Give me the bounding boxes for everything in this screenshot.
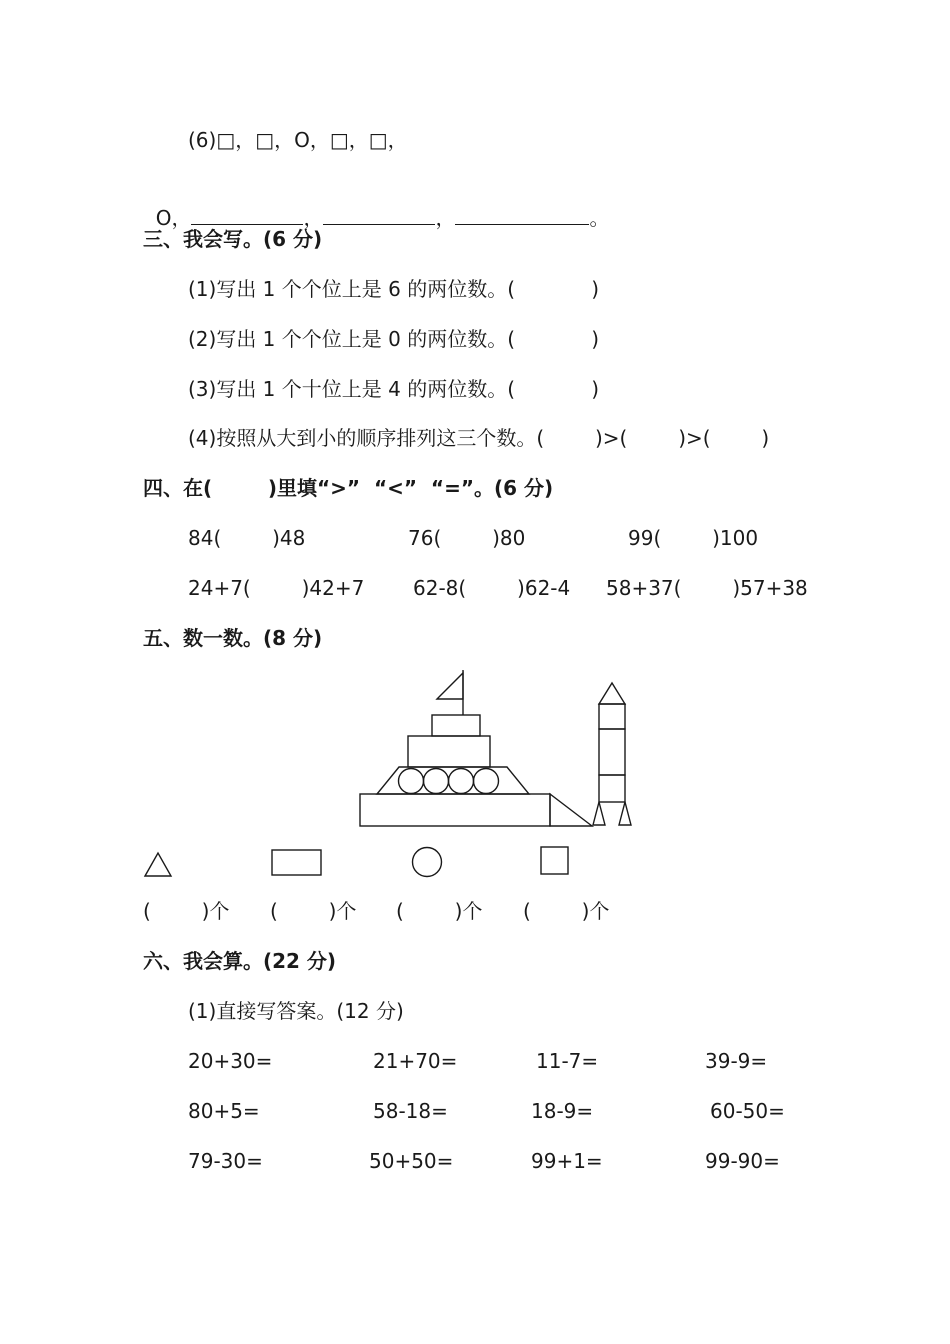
square-icon: [540, 846, 570, 876]
rocket-leg: [593, 802, 605, 825]
calc-item: 11-7=: [536, 1049, 599, 1073]
rocket-body: [599, 775, 625, 802]
calc-item: 21+70=: [373, 1049, 458, 1073]
calc-item: 99+1=: [531, 1149, 603, 1173]
calc-item: 60-50=: [710, 1099, 785, 1123]
rocket-body: [599, 704, 625, 729]
compare-item: 84( )48: [188, 526, 306, 550]
base-rect: [360, 794, 550, 826]
count-triangle: ( )个: [143, 899, 230, 923]
compare-item: 24+7( )42+7: [188, 576, 365, 600]
section5-title: 五、数一数。(8 分): [143, 626, 323, 650]
sec3-q1: (1)写出 1 个个位上是 6 的两位数。( ): [188, 277, 600, 301]
sec3-q4: (4)按照从大到小的顺序排列这三个数。( )>( )>( ): [188, 426, 770, 450]
count-circle: ( )个: [396, 899, 483, 923]
compare-item: 58+37( )57+38: [606, 576, 808, 600]
count-rectangle: ( )个: [270, 899, 357, 923]
base-triangle: [550, 794, 592, 826]
circle: [474, 769, 499, 794]
sec6-sub1: (1)直接写答案。(12 分): [188, 999, 404, 1023]
shape-picture: [355, 665, 640, 835]
mid-rect: [408, 736, 490, 767]
rocket-leg: [619, 802, 631, 825]
calc-item: 99-90=: [705, 1149, 780, 1173]
calc-item: 20+30=: [188, 1049, 273, 1073]
section3-title: 三、我会写。(6 分): [143, 227, 323, 251]
calc-item: 80+5=: [188, 1099, 260, 1123]
circle: [399, 769, 424, 794]
comma: ，: [435, 206, 456, 230]
calc-item: 50+50=: [369, 1149, 454, 1173]
period: 。: [589, 206, 610, 230]
comma: ，: [303, 206, 324, 230]
circle-icon: [410, 845, 444, 879]
answer-blank-2[interactable]: [323, 204, 435, 225]
rocket-tip: [599, 683, 625, 704]
calc-item: 79-30=: [188, 1149, 263, 1173]
circle: [424, 769, 449, 794]
answer-blank-1[interactable]: [191, 204, 303, 225]
calc-item: 18-9=: [531, 1099, 594, 1123]
seq6-start: O，: [155, 206, 192, 230]
section6-title: 六、我会算。(22 分): [143, 949, 337, 973]
seq6-line2: [143, 176, 609, 232]
triangle-icon: [143, 850, 173, 878]
circle: [449, 769, 474, 794]
rocket-body: [599, 729, 625, 775]
answer-blank-3[interactable]: [455, 204, 589, 225]
flag-triangle: [437, 673, 463, 699]
section4-title: 四、在( )里填“>” “<” “=”。(6 分): [143, 476, 554, 500]
rectangle-icon: [271, 849, 323, 877]
count-square: ( )个: [523, 899, 610, 923]
calc-item: 58-18=: [373, 1099, 448, 1123]
compare-item: 76( )80: [408, 526, 526, 550]
sec3-q3: (3)写出 1 个十位上是 4 的两位数。( ): [188, 377, 600, 401]
calc-item: 39-9=: [705, 1049, 768, 1073]
compare-item: 99( )100: [628, 526, 759, 550]
top-rect: [432, 715, 480, 736]
compare-item: 62-8( )62-4: [413, 576, 571, 600]
seq6-line1: (6)□，□，O，□，□，: [188, 128, 408, 152]
sec3-q2: (2)写出 1 个个位上是 0 的两位数。( ): [188, 327, 600, 351]
